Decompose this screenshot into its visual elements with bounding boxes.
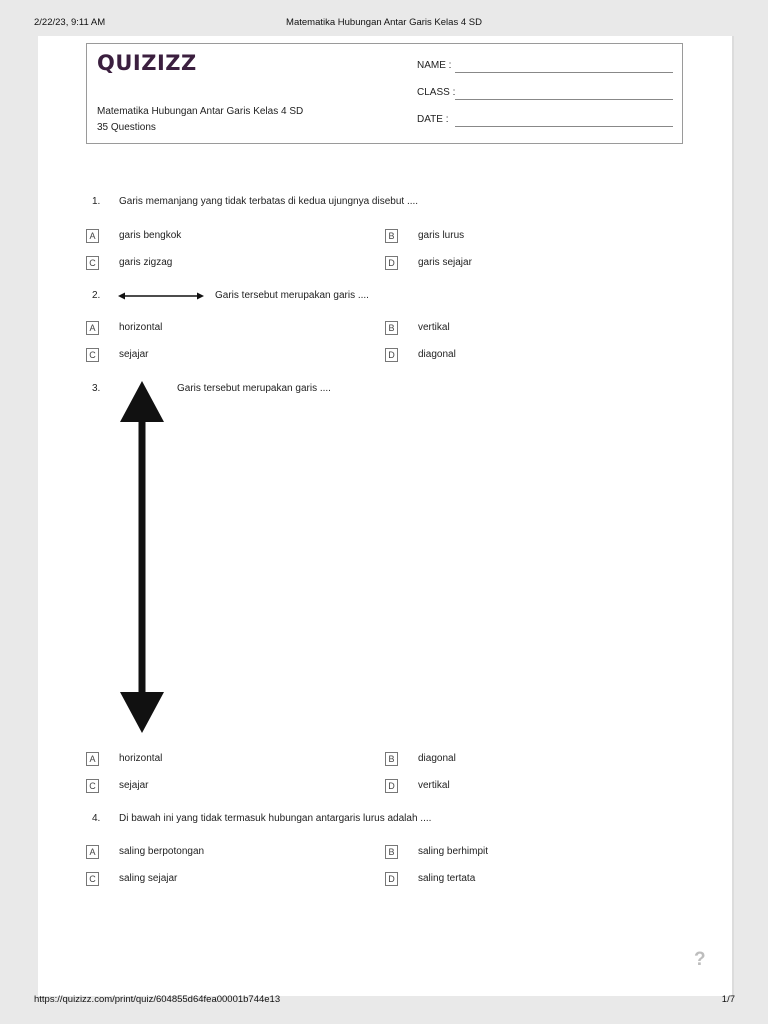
quiz-info-box: [86, 43, 683, 144]
quizizz-logo: QUIZIZZ: [97, 51, 197, 75]
q4-option-c-letter: C: [86, 872, 99, 886]
q1-option-b-text: garis lurus: [418, 230, 465, 241]
date-label: DATE :: [417, 114, 449, 125]
q3-option-b-letter: B: [385, 752, 398, 766]
page-number: 1/7: [721, 994, 735, 1005]
date-field-line: [455, 126, 673, 127]
name-label: NAME :: [417, 60, 452, 71]
q3-option-d-text: vertikal: [418, 780, 450, 791]
q4-option-b-text: saling berhimpit: [418, 846, 489, 857]
question-4-text: Di bawah ini yang tidak termasuk hubungan antargaris lurus adalah ....: [119, 813, 432, 824]
name-field-line: [455, 72, 673, 73]
question-3-number: 3.: [92, 383, 101, 394]
q2-option-c-letter: C: [86, 348, 99, 362]
q4-option-d-letter: D: [385, 872, 398, 886]
q1-option-d-text: garis sejajar: [418, 257, 472, 268]
quiz-title: Matematika Hubungan Antar Garis Kelas 4 SD: [97, 106, 304, 117]
class-field-line: [455, 99, 673, 100]
q3-option-c-text: sejajar: [119, 780, 149, 791]
q2-option-b-text: vertikal: [418, 322, 450, 333]
q3-option-a-text: horizontal: [119, 753, 163, 764]
q1-option-c-text: garis zigzag: [119, 257, 173, 268]
q1-option-c-letter: C: [86, 256, 99, 270]
q2-option-d-text: diagonal: [418, 349, 456, 360]
question-count: 35 Questions: [97, 122, 156, 133]
q1-option-a-letter: A: [86, 229, 99, 243]
question-2-text: Garis tersebut merupakan garis ....: [215, 290, 369, 301]
q3-option-a-letter: A: [86, 752, 99, 766]
q2-option-a-letter: A: [86, 321, 99, 335]
q1-option-a-text: garis bengkok: [119, 230, 182, 241]
horizontal-line-figure: [117, 290, 205, 302]
q2-option-d-letter: D: [385, 348, 398, 362]
q1-option-b-letter: B: [385, 229, 398, 243]
q4-option-c-text: saling sejajar: [119, 873, 178, 884]
question-1-text: Garis memanjang yang tidak terbatas di kedua ujungnya disebut ....: [119, 196, 419, 207]
print-datetime: 2/22/23, 9:11 AM: [34, 17, 106, 28]
question-2-number: 2.: [92, 290, 101, 301]
print-url: https://quizizz.com/print/quiz/604855d64fea00001b744e13: [34, 994, 281, 1005]
print-title: Matematika Hubungan Antar Garis Kelas 4 SD: [286, 17, 482, 28]
page-edge: [732, 36, 734, 996]
q2-option-b-letter: B: [385, 321, 398, 335]
q3-option-d-letter: D: [385, 779, 398, 793]
q4-option-a-letter: A: [86, 845, 99, 859]
q3-option-c-letter: C: [86, 779, 99, 793]
q3-option-b-text: diagonal: [418, 753, 456, 764]
question-4-number: 4.: [92, 813, 101, 824]
class-label: CLASS :: [417, 87, 456, 98]
help-icon[interactable]: ?: [694, 949, 706, 970]
vertical-line-figure: [118, 380, 166, 734]
q4-option-a-text: saling berpotongan: [119, 846, 205, 857]
q4-option-b-letter: B: [385, 845, 398, 859]
q2-option-c-text: sejajar: [119, 349, 149, 360]
q2-option-a-text: horizontal: [119, 322, 163, 333]
q1-option-d-letter: D: [385, 256, 398, 270]
question-3-text: Garis tersebut merupakan garis ....: [177, 383, 331, 394]
q4-option-d-text: saling tertata: [418, 873, 476, 884]
question-1-number: 1.: [92, 196, 101, 207]
